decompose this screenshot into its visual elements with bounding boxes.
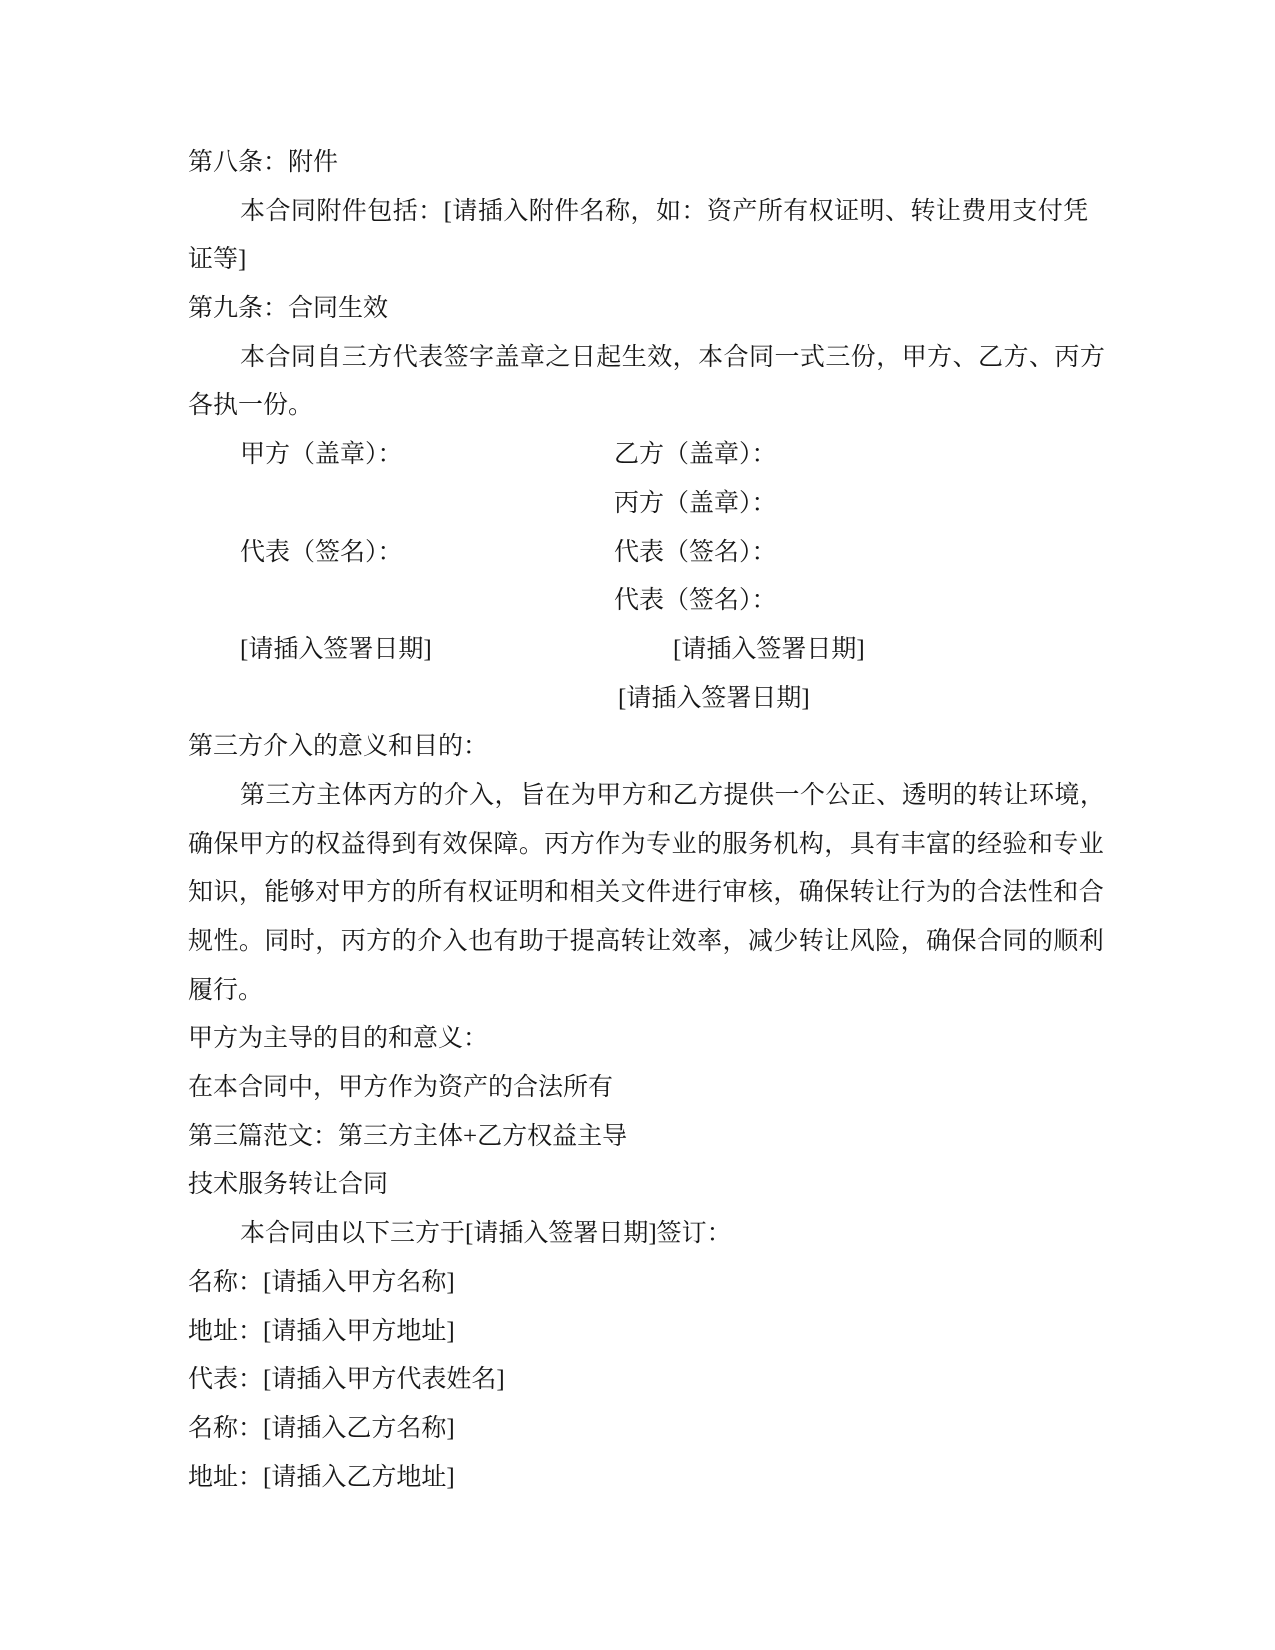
third-party-body-line-2: 确保甲方的权益得到有效保障。丙方作为专业的服务机构，具有丰富的经验和专业 xyxy=(188,830,1105,858)
third-party-body-line-3: 知识，能够对甲方的所有权证明和相关文件进行审核，确保转让行为的合法性和合 xyxy=(188,879,1105,907)
party-b-address-line: 地址：[请插入乙方地址] xyxy=(188,1463,455,1491)
party-b-rep-sign-label: 代表（签名）： xyxy=(614,538,777,566)
party-a-address-line: 地址：[请插入甲方地址] xyxy=(188,1317,455,1345)
clause-9-body-line-2: 各执一份。 xyxy=(188,392,314,420)
party-a-date-placeholder: [请插入签署日期] xyxy=(240,635,432,663)
party-a-purpose-heading: 甲方为主导的目的和意义： xyxy=(188,1025,489,1053)
party-a-purpose-body-line: 在本合同中，甲方作为资产的合法所有 xyxy=(188,1074,614,1102)
template-3-contract-title: 技术服务转让合同 xyxy=(188,1171,389,1199)
party-c-seal-label: 丙方（盖章）： xyxy=(614,489,777,517)
third-party-body-line-1: 第三方主体丙方的介入，旨在为甲方和乙方提供一个公正、透明的转让环境， xyxy=(240,781,1106,809)
third-party-body-line-4: 规性。同时，丙方的介入也有助于提高转让效率，减少转让风险，确保合同的顺利 xyxy=(188,928,1105,955)
party-a-seal-label: 甲方（盖章）： xyxy=(240,441,403,469)
party-c-date-placeholder: [请插入签署日期] xyxy=(618,684,810,712)
clause-9-heading: 第九条：合同生效 xyxy=(188,295,389,323)
template-3-intro-line: 本合同由以下三方于[请插入签署日期]签订： xyxy=(240,1220,732,1248)
party-b-date-placeholder: [请插入签署日期] xyxy=(673,635,865,663)
third-party-body-line-5: 履行。 xyxy=(188,976,264,1004)
party-a-name-line: 名称：[请插入甲方名称] xyxy=(188,1268,455,1296)
signature-row-party-c-rep-sign xyxy=(188,577,1090,626)
template-3-heading: 第三篇范文：第三方主体+乙方权益主导 xyxy=(188,1122,628,1150)
signature-row-party-c-date xyxy=(188,675,1090,724)
signature-row-dates xyxy=(188,626,1090,675)
clause-8-body-line-2: 证等] xyxy=(188,246,247,274)
clause-8-body-line-1: 本合同附件包括：[请插入附件名称，如：资产所有权证明、转让费用支付凭 xyxy=(240,197,1089,225)
signature-row-party-c-seal xyxy=(188,480,1090,529)
party-b-seal-label: 乙方（盖章）： xyxy=(614,441,777,469)
signature-row-seals xyxy=(188,431,1090,480)
contract-text-block xyxy=(188,139,1106,1502)
signature-row-rep-signs xyxy=(188,529,1090,578)
clause-8-heading: 第八条：附件 xyxy=(188,149,339,176)
party-c-rep-sign-label: 代表（签名）： xyxy=(614,587,777,615)
party-a-rep-line: 代表：[请插入甲方代表姓名] xyxy=(188,1366,505,1394)
clause-9-body-line-1: 本合同自三方代表签字盖章之日起生效，本合同一式三份，甲方、乙方、丙方 xyxy=(240,343,1106,371)
third-party-section-heading: 第三方介入的意义和目的： xyxy=(188,733,489,761)
party-b-name-line: 名称：[请插入乙方名称] xyxy=(188,1414,455,1442)
party-a-rep-sign-label: 代表（签名）： xyxy=(240,538,403,566)
